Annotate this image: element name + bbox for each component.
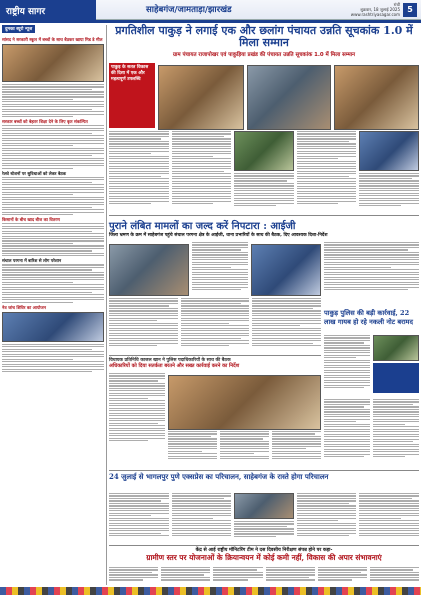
article-text [234,173,294,206]
second-text-columns [109,298,321,353]
article-text [266,567,315,583]
article-text [272,431,321,465]
article-text [213,567,262,583]
article-text [2,264,104,302]
website: www.rashtriyasagar.com [350,12,400,17]
left-headline-1: सांसद ने सरकारी स्कूल में बच्चों के साथ बैठकर खाया मिड डे मील [2,37,103,42]
lead-photo-5 [359,131,419,171]
callout-box: पाकुड़ के सतत विकास की दिशा में एक और महत्वपूर्ण उपलब्धि [109,63,155,128]
article-text [297,493,357,541]
newspaper-logo: राष्ट्रीय सागर [0,0,96,20]
article-text [359,493,419,541]
article-text [172,493,232,541]
lead-callout [109,63,155,128]
article-text [2,177,104,215]
masthead-meta [351,2,417,17]
article-text [2,223,104,256]
left-headline-6: नेत्र जांच शिविर का आयोजन [2,304,46,310]
fourth-photo [234,493,294,519]
lead-inset-column [359,131,419,213]
right-photo [373,335,419,361]
article-text [373,399,419,465]
article-text [109,493,169,541]
article-text [109,298,178,351]
fourth-headline: 24 जुलाई से भागलपुर पुणे एक्सप्रेस का परिचालन, साहेबगंज के रास्ते होगा परिचालन [109,472,329,481]
section-rule [109,545,419,546]
dateline [351,2,400,17]
fourth-text-columns [109,493,419,543]
date: शुक्रवार, 18 जुलाई 2025 [360,7,400,12]
registration-strip [0,587,421,595]
article-text [359,173,419,206]
left-headline-3: रेलवे स्टेशनों पर सुविधाओं को लेकर बैठक [2,170,67,176]
section-rule [109,355,321,356]
lead-subheadline: ग्राम पंचायत राजापोखर एवं पाकुड़िया प्रखंड की पंचायत उन्नति सूचकांक 1.0 में मिला सम्मान [172,52,356,58]
third-headline: अधिकारियों को दिया सतर्कता बरतने और सख्त कार्रवाई करने का निर्देश [109,363,240,369]
left-photo-2 [2,312,104,342]
fourth-story [109,472,419,482]
article-text [324,335,370,393]
section-label: दुमका ब्यूरो न्यूज [2,25,35,33]
left-photo-1 [2,44,104,82]
lead-story [109,25,419,58]
article-text [109,567,158,583]
article-text [252,298,321,351]
bottom-kicker: केंद्र से आई राष्ट्रीय मॉनिटरिंग टीम ने दस दिवसीय निरीक्षण संपन्न होने पर कहा- [195,548,333,553]
second-subheadline: जिला भ्रमण के क्रम में साहेबगंज पहुंचे संथाल परगना क्षेत्र के आईजी, थाना प्रभारियों के साथ की बैठक, दिए आवश्यक दिशा-निर्देश [109,233,328,238]
lead-photo-1 [158,65,244,130]
city: रांची [393,2,400,7]
article-text [324,399,370,465]
second-photo-2 [251,244,321,296]
second-headline: पुराने लंबित मामलों का जल्द करें निपटारा : आईजी [109,221,296,232]
section-rule [109,215,419,216]
article-text [109,131,169,211]
section-rule [109,470,419,471]
article-text [168,431,217,465]
third-text-columns [168,431,321,467]
right-headline: पाकुड़ पुलिस की बड़ी कार्रवाई, 22 लाख गायब हो रहे नकली नोट बरामद [324,309,413,326]
lead-photo-3 [334,65,419,130]
right-story [324,308,419,326]
bottom-text-columns [109,567,419,585]
right-lower-columns [324,399,419,467]
article-text [324,242,419,290]
article-text [181,298,250,351]
article-text [2,84,104,117]
main-area [109,25,419,585]
bottom-story [109,547,419,563]
third-story [109,357,321,369]
left-column [2,25,107,585]
article-text [192,242,248,290]
article-text [234,521,294,537]
lead-text-columns [109,131,419,213]
lead-photo-4 [234,131,294,171]
second-photo-1 [109,244,189,296]
masthead-rule [0,20,421,23]
lead-inset-column [234,131,294,213]
article-text [318,567,367,583]
article-text [161,567,210,583]
article-text [2,344,104,372]
masthead-band [96,0,421,20]
third-photo [168,375,321,430]
lead-headline: प्रगतिशील पाकुड़ ने लगाई एक और छलांग पंचायत उन्नति सूचकांक 1.0 में मिला सम्मान [115,24,413,49]
article-text [109,373,165,441]
left-headline-4: किसानों के बीच खाद बीज का वितरण [2,217,60,223]
right-callout-box [373,363,419,393]
article-text [220,431,269,465]
bottom-headline: ग्रामीण स्तर पर योजनाओं के क्रियान्वयन में कोई कमी नहीं, विकास की अपार संभावनाएं [146,553,382,562]
article-text [2,125,104,168]
left-headline-5: संथाल परगना में बारिश से लोग परेशान [2,258,62,264]
fourth-inset-column [234,493,294,543]
right-inset-column [373,335,419,395]
edition-title: साहेबगंज/जामताड़ा/झारखंड [146,5,232,15]
second-story [109,218,419,238]
lead-photo-2 [247,65,331,130]
third-kicker: विधायक प्रतिनिधि काजल खान ने पुलिस पदाधिकारियों के साथ की बैठक [109,358,231,363]
left-headline-2: सरकार बच्चों को बेहतर शिक्षा देने के लिए कृत संकल्पित [2,119,88,125]
right-text-columns [324,335,419,395]
page-number: 5 [403,3,417,17]
article-text [370,567,419,583]
article-text [297,131,357,211]
masthead [0,0,421,20]
article-text [172,131,232,211]
